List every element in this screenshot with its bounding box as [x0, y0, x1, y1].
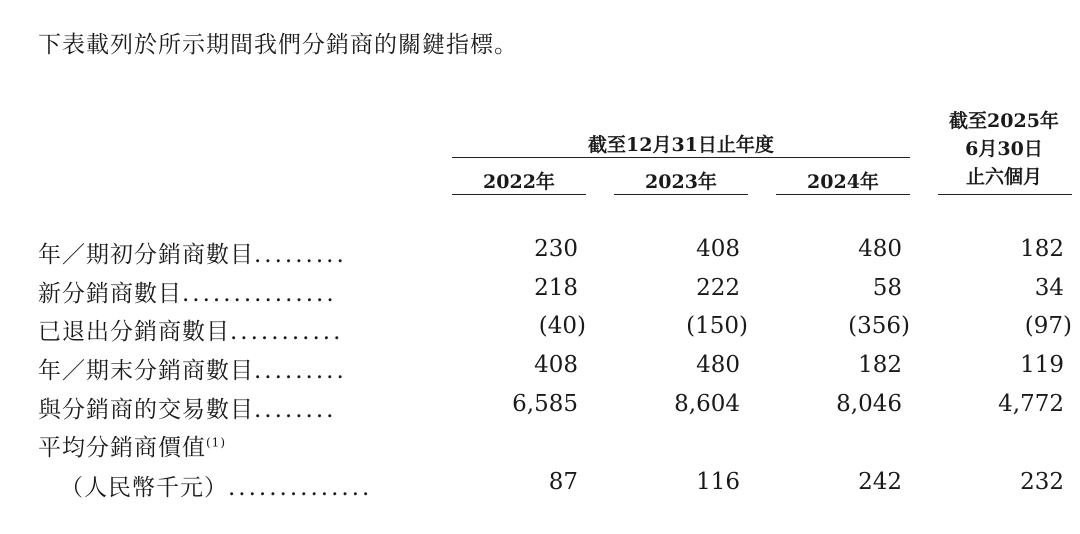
- table-cell: 408: [534, 352, 578, 378]
- row-label: 新分銷商數目...............: [38, 281, 337, 307]
- table-cell: 232: [1020, 469, 1064, 495]
- row-label: 年／期末分銷商數目.........: [38, 358, 347, 384]
- column-rule: [452, 194, 586, 195]
- table-cell: 480: [858, 236, 902, 262]
- header-rule: [452, 157, 910, 158]
- table-cell: (97): [1024, 313, 1072, 339]
- column-rule: [938, 194, 1072, 195]
- period-header-line3: 止六個月: [965, 166, 1042, 188]
- table-cell: 242: [858, 469, 902, 495]
- table-cell: 222: [696, 275, 740, 301]
- column-rule: [776, 194, 910, 195]
- row-label: 與分銷商的交易數目........: [38, 397, 337, 423]
- year-header-2024: 2024年: [807, 171, 879, 193]
- table-cell: 8,604: [674, 391, 740, 417]
- table-cell: 218: [534, 275, 578, 301]
- table-cell: 6,585: [512, 391, 578, 417]
- footnote-marker: (1): [206, 435, 226, 450]
- table-cell: 182: [1020, 236, 1064, 262]
- table-cell: 34: [1034, 275, 1064, 301]
- table-cell: 182: [858, 352, 902, 378]
- table-cell: 480: [696, 352, 740, 378]
- year-header-2022: 2022年: [483, 171, 555, 193]
- table-cell: 116: [696, 469, 740, 495]
- year-group-header: 截至12月31日止年度: [588, 134, 774, 156]
- period-header: [936, 107, 1072, 191]
- table-cell: (150): [686, 313, 748, 339]
- table-cell: 8,046: [836, 391, 902, 417]
- year-header-2023: 2023年: [645, 171, 717, 193]
- row-label: 年／期初分銷商數目.........: [38, 242, 347, 268]
- row-label: 平均分銷商價值$^{(1)}$: [38, 435, 226, 461]
- table-cell: 408: [696, 236, 740, 262]
- table-cell: (356): [848, 313, 910, 339]
- table-cell: 58: [872, 275, 902, 301]
- period-header-line2: 6月30日: [965, 138, 1043, 160]
- table-cell: (40): [538, 313, 586, 339]
- row-label: 已退出分銷商數目...........: [38, 319, 344, 345]
- period-header-line1: 截至2025年: [949, 110, 1059, 132]
- column-rule: [614, 194, 748, 195]
- row-label: （人民幣千元）..............: [60, 475, 373, 501]
- intro-text: 下表載列於所示期間我們分銷商的關鍵指標。: [38, 32, 518, 58]
- table-cell: 87: [548, 469, 578, 495]
- table-cell: 230: [534, 236, 578, 262]
- table-cell: 4,772: [998, 391, 1064, 417]
- table-cell: 119: [1020, 352, 1064, 378]
